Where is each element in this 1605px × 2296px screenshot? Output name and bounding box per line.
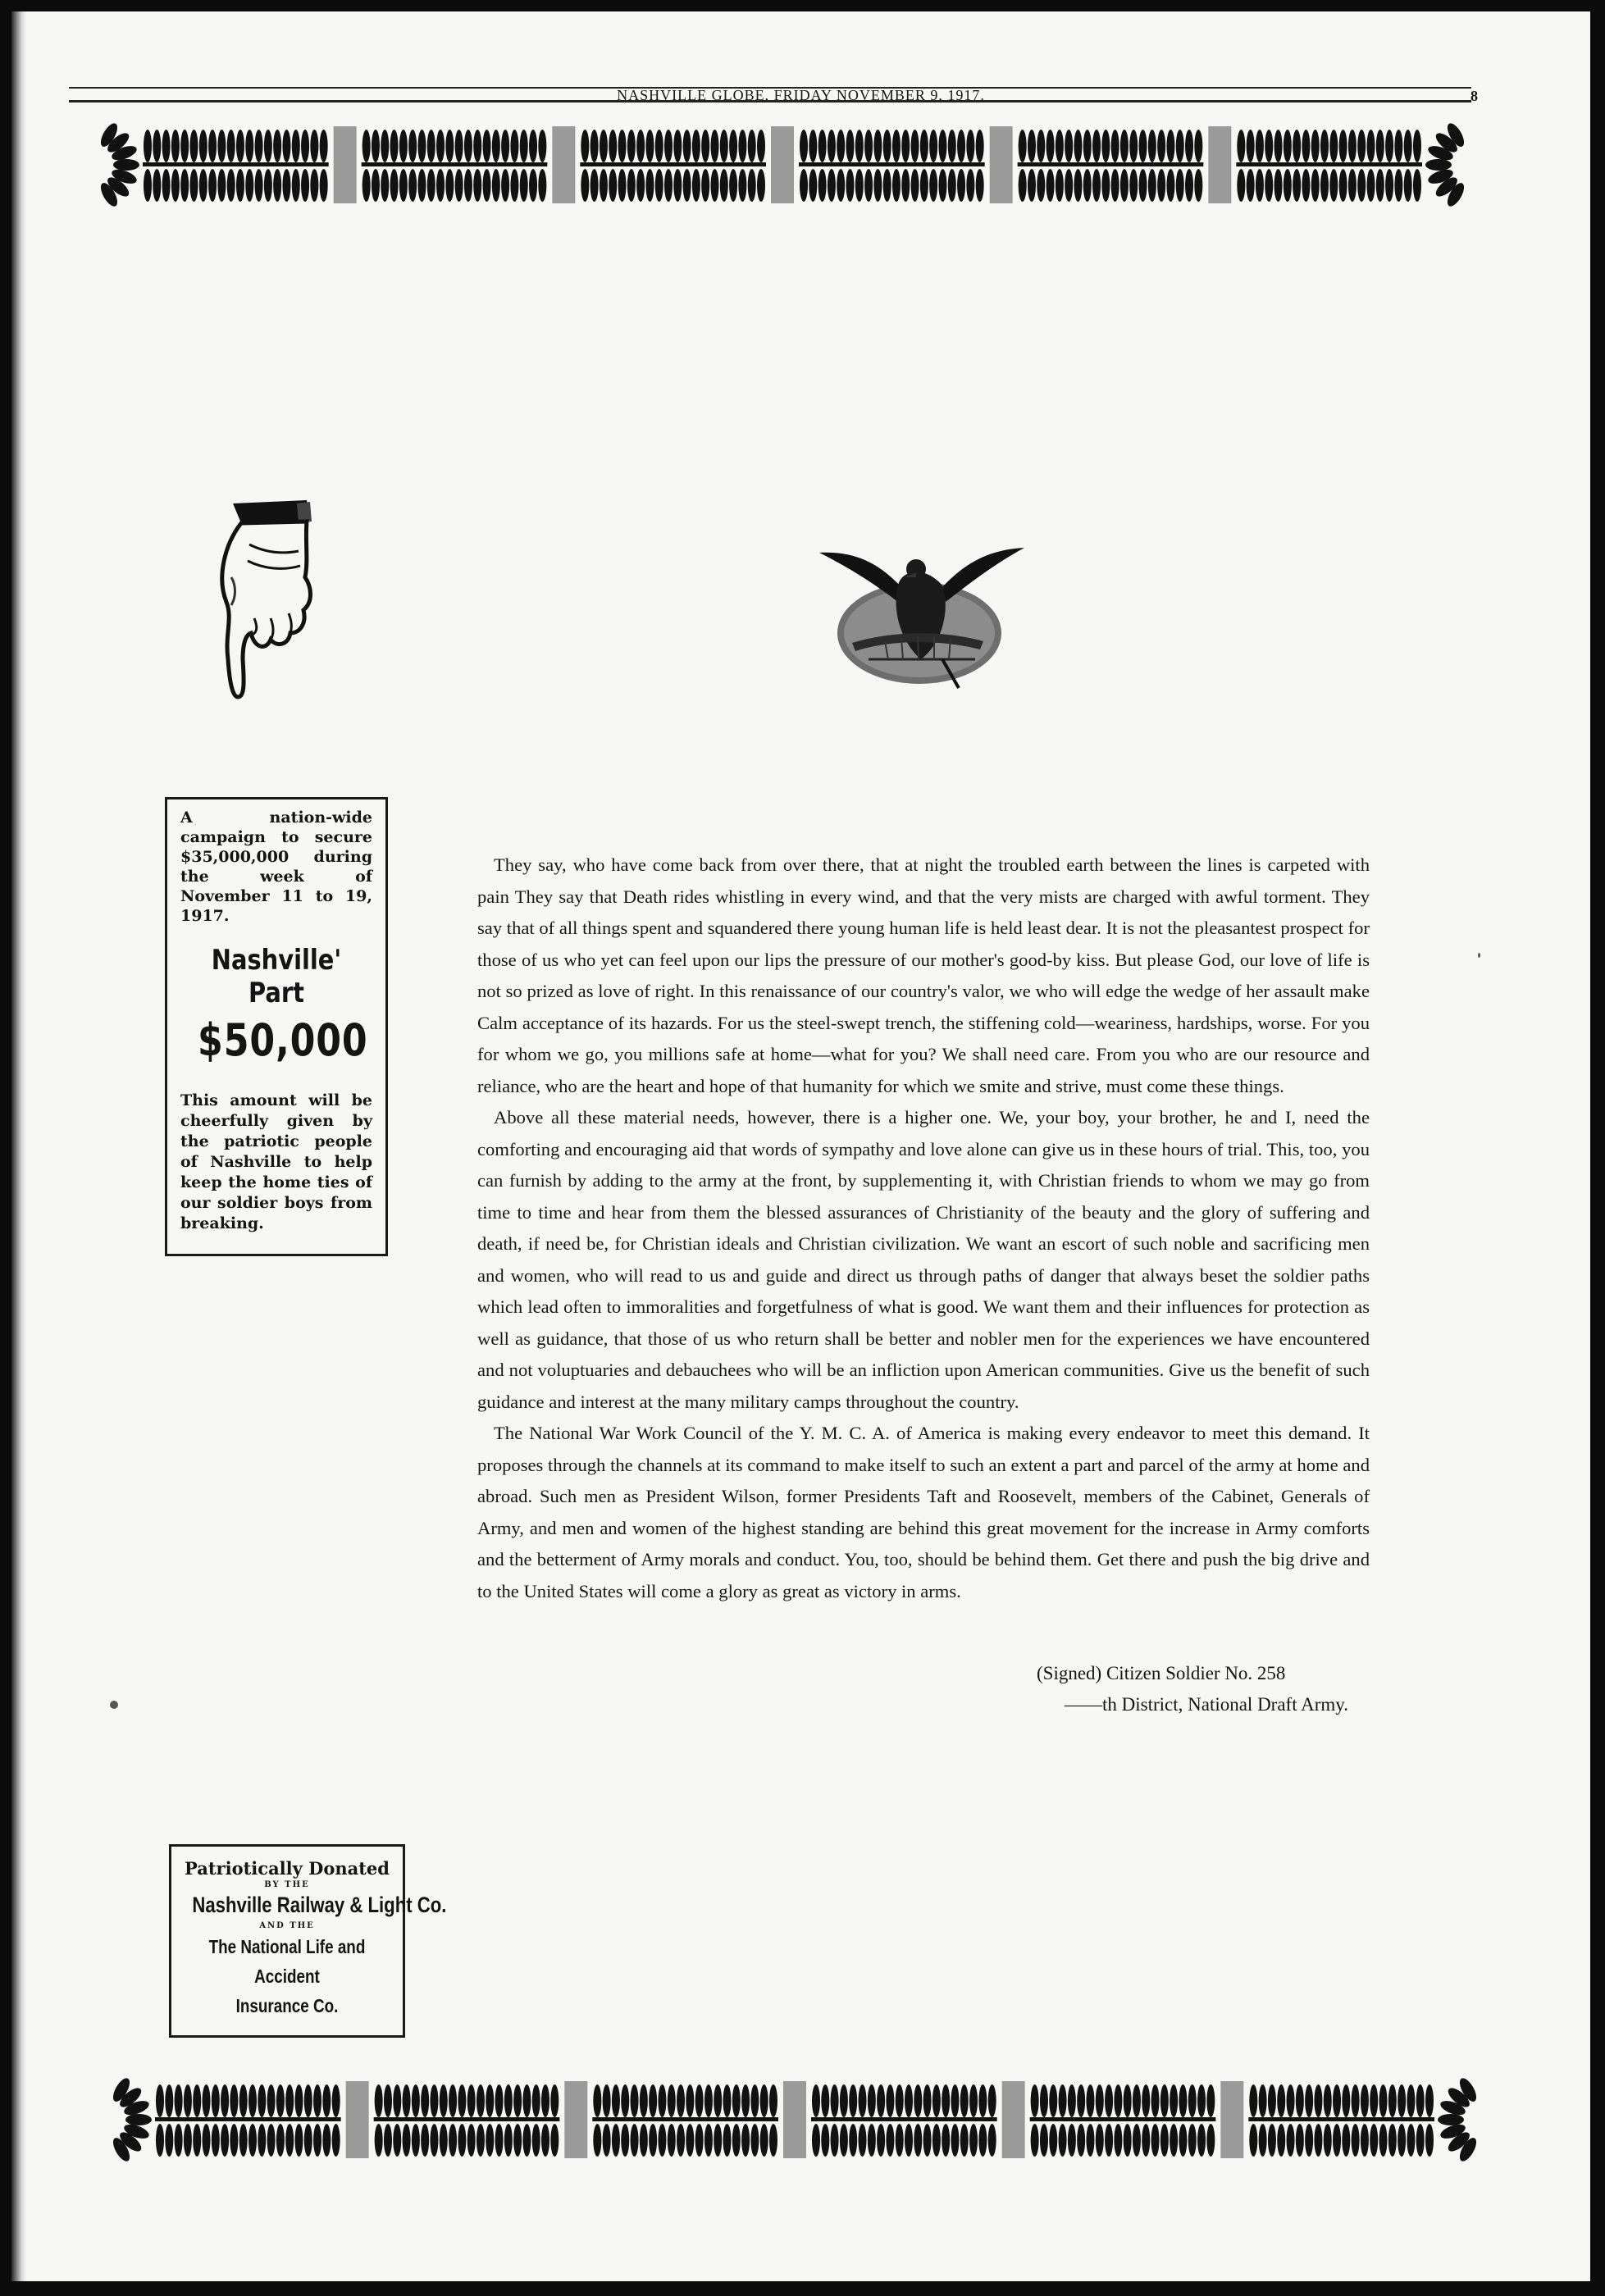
ornament-divider (783, 2081, 806, 2158)
ornament-panel (580, 130, 766, 202)
donated-box (169, 1844, 447, 2038)
ornament-divider (1220, 2081, 1243, 2158)
donated-by-the: BY THE (264, 1880, 310, 1889)
masthead-rule-bottom (69, 100, 1471, 102)
fan-ornament (110, 2075, 152, 2163)
donor-company-2-line-2: Insurance Co. (235, 1995, 339, 2016)
donated-title: Patriotically Donated (185, 1858, 390, 1879)
ornament-panel (155, 2084, 341, 2157)
signature-line-1: (Signed) Citizen Soldier No. 258 (1037, 1663, 1286, 1683)
pointing-hand-icon (208, 495, 323, 700)
ornament-divider (990, 126, 1013, 203)
newspaper-page (11, 11, 1590, 2281)
donor-company-2-line-1: The National Life and Accident (208, 1936, 366, 1987)
campaign-amount: $50,000 (198, 1014, 368, 1066)
ornament-panel (1248, 2084, 1434, 2157)
eagle-emblem-icon (819, 536, 1024, 692)
print-speck (1478, 953, 1480, 958)
masthead-title: NASHVILLE GLOBE, FRIDAY NOVEMBER 9, 1917. (617, 87, 985, 103)
fan-ornament (98, 121, 139, 208)
campaign-box (165, 797, 388, 1256)
letter-body (477, 850, 1370, 1607)
campaign-part-label: Nashville' Part (211, 944, 342, 1009)
donor-company-1: Nashville Railway & Light Co. (192, 1893, 447, 1917)
ornament-divider (346, 2081, 369, 2158)
ornament-panel (1018, 130, 1204, 202)
ornament-divider (771, 126, 794, 203)
page-number: 8 (1470, 88, 1478, 104)
fan-ornament (1425, 121, 1467, 208)
ornament-divider (334, 126, 357, 203)
donated-and-the: AND THE (259, 1921, 315, 1930)
ornament-panel (592, 2084, 778, 2157)
ornament-divider (552, 126, 575, 203)
ornamental-border-bottom (89, 2075, 1500, 2165)
ornament-panel (362, 130, 548, 202)
ornament-panel (374, 2084, 560, 2157)
letter-paragraph-3: The National War Work Council of the Y. M. C. A. of America is making every endeavor to meet this demand. It proposes through the channels at its command to make itself to such an extent a part and parcel of the army at home and abroad. Such men as President Wilson, former Presidents Taft and Roosevelt, members of the Cabinet, Generals of Army, and men and women of the highest standing are behind this great movement for the increase in Army comforts and the betterment of Army morals and conduct. You, too, should be behind them. Get there and push the big drive and to the United States will come a glory as great as victory in arms. (477, 1423, 1370, 1601)
ornament-divider (1208, 126, 1231, 203)
signature-line-2: ——th District, National Draft Army. (1065, 1694, 1348, 1715)
letter-paragraph-2: Above all these material needs, however, there is a higher one. We, your boy, your brother, he and I, need the comforting and encouraging aid that words of sympathy and love alone can give us in these hours of trial. This, too, you can furnish by adding to the army at the front, by supplementing it, with Christian friends to whom we may go from time to time and hear from them the blessed assurances of Christianity of the beauty and the glory of suffering and death, if need be, for Christian ideals and Christian civilization. We want an escort of such noble and sacrificing men and women, who will read to us and guide and direct us through paths of danger that always beset the soldier paths which lead often to immoralities and forgetfulness of what is good. We want them and their influences for protection as well as guidance, that those of us who return shall be better and nobler men for the experiences we have encountered and not voluptuaries and debauchees who will be an infliction upon American communities. Give us the benefit of such guidance and interest at the many military camps throughout the country. (477, 1107, 1370, 1412)
ornament-divider (1002, 2081, 1025, 2158)
ornament-panel (811, 2084, 997, 2157)
ornament-panel (143, 130, 329, 202)
fan-ornament (1438, 2075, 1480, 2163)
campaign-intro: A nation-wide campaign to secure $35,000,000 during the week of November 11 to 19, 1917. (180, 809, 372, 925)
print-speck (110, 1701, 118, 1709)
ornament-panel (1236, 130, 1422, 202)
ornamental-border-top (77, 120, 1488, 210)
letter-paragraph-1: They say, who have come back from over there, that at night the troubled earth between the lines is carpeted with pain They say that Death rides whistling in every wind, and that the very mists are charged with awful torment. They say that of all things spent and squandered there young human life is held least dear. It is not the pleasantest prospect for those of us who yet can feel upon our lips the pressure of our mother's good-by kiss. But please God, our love of life is not so prized as love of right. In this renaissance of our country's valor, we who will edge the wedge of her assault make Calm acceptance of its hazards. For us the steel-swept trench, the stiffening cold—weariness, hardships, worse. For you for whom we go, you millions safe at home—what for you? We shall need care. From you who are our resource and reliance, who are the heart and hope of that humanity for which we smite and strive, must come these things. (477, 854, 1370, 1096)
ornament-panel (799, 130, 985, 202)
ornament-panel (1030, 2084, 1216, 2157)
signature-block (1037, 1658, 1381, 1720)
ornament-divider (564, 2081, 587, 2158)
campaign-body: This amount will be cheerfully given by the patriotic people of Nashville to help keep the home ties of our soldier boys from breaking. (180, 1091, 372, 1232)
